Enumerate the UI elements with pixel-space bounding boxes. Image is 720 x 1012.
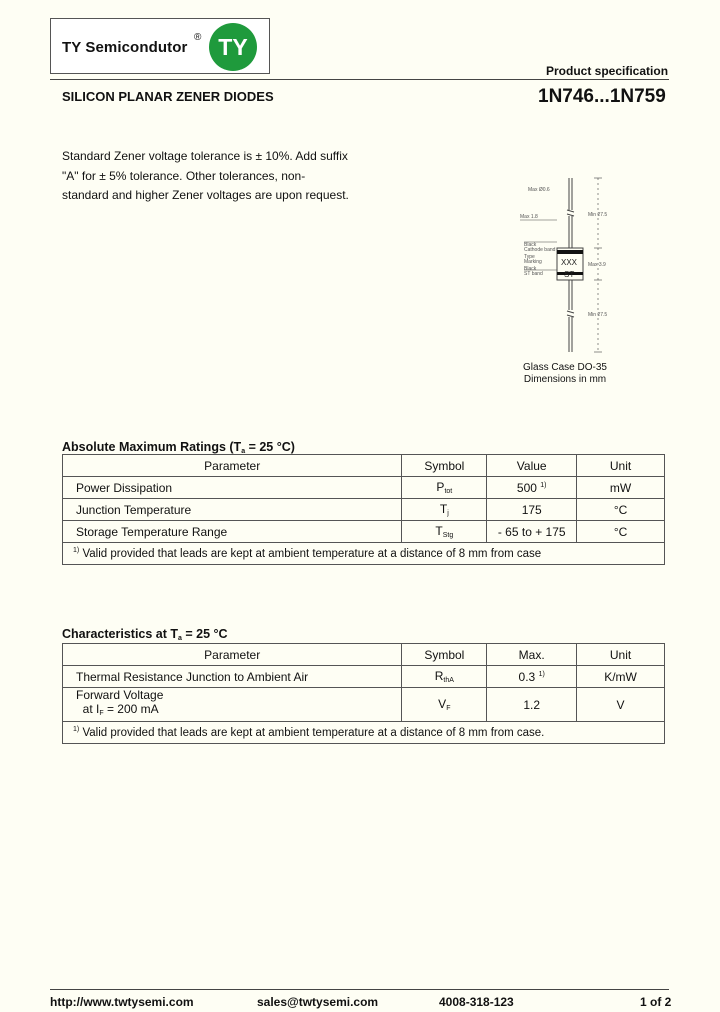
param-text: = 200 mA xyxy=(103,702,159,716)
table-note xyxy=(63,543,665,565)
footnote-text: Valid provided that leads are kept at ambient temperature at a distance of 8 mm from case xyxy=(82,548,542,560)
dim-label: Min 27.5 xyxy=(588,312,608,318)
intro-line: "A" for ± 5% tolerance. Other tolerances, non- xyxy=(62,168,306,183)
table-header-row xyxy=(63,644,665,666)
type-code: XXX xyxy=(561,258,578,267)
value: 500 xyxy=(516,480,537,495)
cathode-band xyxy=(557,250,583,254)
diode-outline-drawing xyxy=(510,170,630,360)
intro-line: standard and higher Zener voltages are upon request. xyxy=(62,188,349,202)
symbol-cell xyxy=(402,688,487,722)
band-label: Cathode band xyxy=(524,247,556,253)
param-line xyxy=(76,702,401,721)
symbol-cell xyxy=(402,477,487,499)
footnote-text: Valid provided that leads are kept at ambient temperature at a distance of 8 mm from case. xyxy=(82,727,545,739)
symbol-sub: tot xyxy=(444,488,453,495)
band-label: Black xyxy=(524,266,537,272)
unit-cell: °C xyxy=(577,521,665,543)
column-header: Unit xyxy=(577,455,665,477)
type-label: Type xyxy=(524,254,535,260)
value: 0.3 xyxy=(518,669,536,684)
figure-caption-line: Dimensions in mm xyxy=(523,374,607,385)
table-note xyxy=(63,722,665,744)
column-header: Unit xyxy=(577,644,665,666)
symbol-sub: F xyxy=(446,705,451,712)
symbol-sub: thA xyxy=(443,677,454,684)
brand-logo-icon: TY xyxy=(209,23,257,71)
footnote-ref: 1) xyxy=(538,670,545,678)
footer-phone: 4008-318-123 xyxy=(439,995,514,1009)
symbol: V xyxy=(438,697,447,711)
dim-label: Min 27.5 xyxy=(588,212,608,218)
symbol-cell xyxy=(402,521,487,543)
param-cell: Junction Temperature xyxy=(63,499,402,521)
symbol-cell xyxy=(402,666,487,688)
table-note-row xyxy=(63,543,665,565)
param-cell: Power Dissipation xyxy=(63,477,402,499)
footnote-ref: 1) xyxy=(540,481,547,489)
footer-divider xyxy=(50,989,669,990)
title-text: = 25 °C) xyxy=(245,440,295,454)
page-title: SILICON PLANAR ZENER DIODES xyxy=(62,89,274,104)
footnote-mark: 1) xyxy=(73,726,80,733)
title-sub: a xyxy=(241,448,246,455)
value-cell: 175 xyxy=(487,499,577,521)
band-label: Black xyxy=(524,242,537,248)
chars-table xyxy=(62,643,665,744)
column-header: Parameter xyxy=(63,644,402,666)
column-header: Symbol xyxy=(402,455,487,477)
symbol-cell xyxy=(402,499,487,521)
symbol: T xyxy=(435,524,443,538)
dim-label: Max Ø0.6 xyxy=(528,187,550,193)
value-cell: - 65 to + 175 xyxy=(487,521,577,543)
column-header: Parameter xyxy=(63,455,402,477)
dim-label: Max 1.8 xyxy=(520,214,538,220)
unit-cell: mW xyxy=(577,477,665,499)
unit-cell: °C xyxy=(577,499,665,521)
symbol-sub: j xyxy=(447,510,449,517)
dim-label: Max 3.9 xyxy=(588,262,606,268)
intro-line: Standard Zener voltage tolerance is ± 10%. Add suffix xyxy=(62,149,348,163)
symbol: P xyxy=(436,480,445,494)
value-cell: 1.2 xyxy=(487,688,577,722)
param-cell xyxy=(63,688,402,722)
column-header: Max. xyxy=(487,644,577,666)
doc-type: Product specification xyxy=(546,64,669,78)
symbol-sub: Stg xyxy=(442,532,454,539)
table-row xyxy=(63,521,665,543)
brand-name: TY Semicondutor xyxy=(62,39,188,56)
title-text: Characteristics at T xyxy=(62,627,179,641)
value-cell xyxy=(487,477,577,499)
registered-mark: ® xyxy=(194,32,202,43)
column-header: Value xyxy=(487,455,577,477)
column-header: Symbol xyxy=(402,644,487,666)
table-row xyxy=(63,477,665,499)
page-number: 1 of 2 xyxy=(640,995,672,1009)
param-cell: Thermal Resistance Junction to Ambient Air xyxy=(63,666,402,688)
table-header-row xyxy=(63,455,665,477)
unit-cell: K/mW xyxy=(577,666,665,688)
param-sub: F xyxy=(99,710,104,717)
title-text: = 25 °C xyxy=(181,627,228,641)
band-label: ST band xyxy=(524,271,543,277)
symbol: R xyxy=(434,669,444,683)
part-number-range: 1N746...1N759 xyxy=(538,86,666,107)
chars-title xyxy=(62,627,228,642)
table-row xyxy=(63,666,665,688)
footer-url[interactable]: http://www.twtysemi.com xyxy=(50,995,194,1009)
title-sub: a xyxy=(178,635,182,642)
table-note-row xyxy=(63,722,665,744)
figure-caption-line: Glass Case DO-35 xyxy=(523,362,607,373)
param-cell: Storage Temperature Range xyxy=(63,521,402,543)
param-line: Forward Voltage xyxy=(76,688,164,702)
value-cell xyxy=(487,666,577,688)
footer-email[interactable]: sales@twtysemi.com xyxy=(257,995,379,1009)
symbol: T xyxy=(439,502,448,516)
footnote-mark: 1) xyxy=(73,547,80,554)
header-divider xyxy=(50,79,669,80)
table-row xyxy=(63,499,665,521)
type-label: Marking xyxy=(524,259,542,265)
table-row xyxy=(63,688,665,722)
param-text: at I xyxy=(76,702,100,716)
abs-max-table xyxy=(62,454,665,565)
unit-cell: V xyxy=(577,688,665,722)
figure-caption xyxy=(500,362,630,386)
st-mark: ST xyxy=(564,270,575,279)
abs-max-title xyxy=(62,440,295,455)
intro-text xyxy=(62,147,362,206)
title-text: Absolute Maximum Ratings (T xyxy=(62,440,242,454)
